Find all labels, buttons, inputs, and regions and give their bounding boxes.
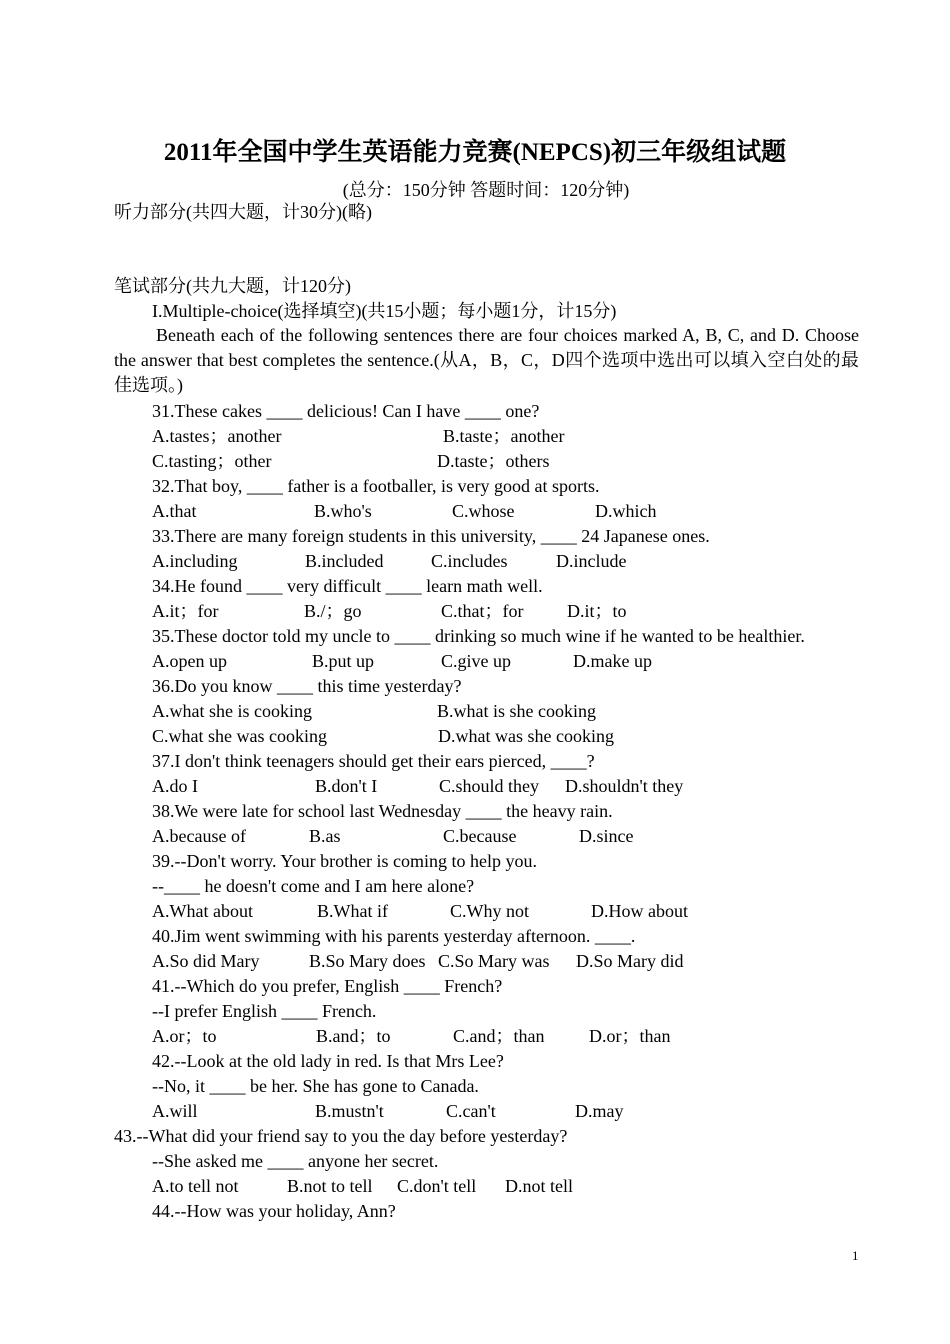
question-41: 41.--Which do you prefer, English ____ French? (152, 976, 503, 996)
question-32: 32.That boy, ____ father is a footballer, is very good at sports. (152, 476, 600, 496)
option-37-b: B.don't I (315, 776, 378, 796)
option-34-c: C.that；for (441, 601, 524, 621)
option-39-d: D.How about (591, 901, 688, 921)
option-41-d: D.or；than (589, 1026, 671, 1046)
option-43-c: C.don't tell (397, 1176, 477, 1196)
option-34-b: B./；go (304, 601, 362, 621)
question-41-response: --I prefer English ____ French. (152, 1001, 377, 1021)
option-43-b: B.not to tell (287, 1176, 373, 1196)
option-33-d: D.include (556, 551, 627, 571)
option-41-a: A.or；to (152, 1026, 217, 1046)
option-38-b: B.as (309, 826, 341, 846)
question-38: 38.We were late for school last Wednesday ____ the heavy rain. (152, 801, 613, 821)
page-number: 1 (852, 1248, 859, 1263)
option-37-a: A.do I (152, 776, 198, 796)
option-43-a: A.to tell not (152, 1176, 239, 1196)
option-31-d: D.taste；others (437, 451, 550, 471)
option-38-c: C.because (443, 826, 517, 846)
question-33: 33.There are many foreign students in this university, ____ 24 Japanese ones. (152, 526, 710, 546)
option-40-d: D.So Mary did (576, 951, 684, 971)
option-38-a: A.because of (152, 826, 246, 846)
option-33-a: A.including (152, 551, 238, 571)
option-32-c: C.whose (452, 501, 515, 521)
option-31-b: B.taste；another (443, 426, 565, 446)
question-34: 34.He found ____ very difficult ____ learn math well. (152, 576, 543, 596)
option-35-c: C.give up (441, 651, 511, 671)
option-33-c: C.includes (431, 551, 508, 571)
option-42-b: B.mustn't (315, 1101, 384, 1121)
option-32-d: D.which (595, 501, 657, 521)
option-35-d: D.make up (573, 651, 652, 671)
option-36-a: A.what she is cooking (152, 701, 312, 721)
option-36-c: C.what she was cooking (152, 726, 327, 746)
option-32-b: B.who's (314, 501, 372, 521)
option-38-d: D.since (579, 826, 634, 846)
option-34-a: A.it；for (152, 601, 219, 621)
question-36: 36.Do you know ____ this time yesterday? (152, 676, 462, 696)
option-40-c: C.So Mary was (438, 951, 550, 971)
question-39-response: --____ he doesn't come and I am here alone? (152, 876, 475, 896)
option-40-b: B.So Mary does (309, 951, 426, 971)
option-35-a: A.open up (152, 651, 227, 671)
option-42-d: D.may (575, 1101, 624, 1121)
option-39-c: C.Why not (450, 901, 529, 921)
option-41-c: C.and；than (453, 1026, 545, 1046)
option-33-b: B.included (305, 551, 384, 571)
question-39: 39.--Don't worry. Your brother is coming to help you. (152, 851, 538, 871)
option-42-a: A.will (152, 1101, 198, 1121)
option-37-c: C.should they (439, 776, 540, 796)
question-42-response: --No, it ____ be her. She has gone to Canada. (152, 1076, 479, 1096)
written-section-heading: 笔试部分(共九大题，计120分) (114, 276, 351, 296)
question-43: 43.--What did your friend say to you the day before yesterday? (114, 1126, 568, 1146)
option-34-d: D.it；to (567, 601, 627, 621)
option-41-b: B.and；to (316, 1026, 391, 1046)
option-35-b: B.put up (312, 651, 375, 671)
question-37: 37.I don't think teenagers should get their ears pierced, ____? (152, 751, 595, 771)
question-35: 35.These doctor told my uncle to ____ drinking so much wine if he wanted to be healthier. (152, 626, 805, 646)
listening-section-heading: 听力部分(共四大题，计30分)(略) (114, 202, 372, 222)
option-31-c: C.tasting；other (152, 451, 272, 471)
option-31-a: A.tastes；another (152, 426, 282, 446)
option-39-a: A.What about (152, 901, 253, 921)
option-32-a: A.that (152, 501, 197, 521)
question-43-response: --She asked me ____ anyone her secret. (152, 1151, 439, 1171)
page-title: 2011年全国中学生英语能力竞赛(NEPCS)初三年级组试题 (163, 139, 787, 166)
option-40-a: A.So did Mary (152, 951, 260, 971)
option-39-b: B.What if (317, 901, 388, 921)
option-43-d: D.not tell (505, 1176, 573, 1196)
option-36-b: B.what is she cooking (437, 701, 596, 721)
option-37-d: D.shouldn't they (565, 776, 684, 796)
question-31: 31.These cakes ____ delicious! Can I have ____ one? (152, 401, 540, 421)
instructions: Beneath each of the following sentences there are four choices marked A, B, C, and D. Choose the answer that best completes the sentence.(从A，B，C，D四个选项中选出可以填入空白处的最佳选项。) (114, 325, 859, 395)
question-42: 42.--Look at the old lady in red. Is that Mrs Lee? (152, 1051, 504, 1071)
question-40: 40.Jim went swimming with his parents yesterday afternoon. ____. (152, 926, 636, 946)
option-42-c: C.can't (446, 1101, 496, 1121)
section-1-heading: I.Multiple-choice(选择填空)(共15小题；每小题1分，计15分) (152, 301, 617, 321)
subtitle: (总分：150分钟 答题时间：120分钟) (342, 180, 630, 200)
option-36-d: D.what was she cooking (438, 726, 614, 746)
question-44: 44.--How was your holiday, Ann? (152, 1201, 396, 1221)
